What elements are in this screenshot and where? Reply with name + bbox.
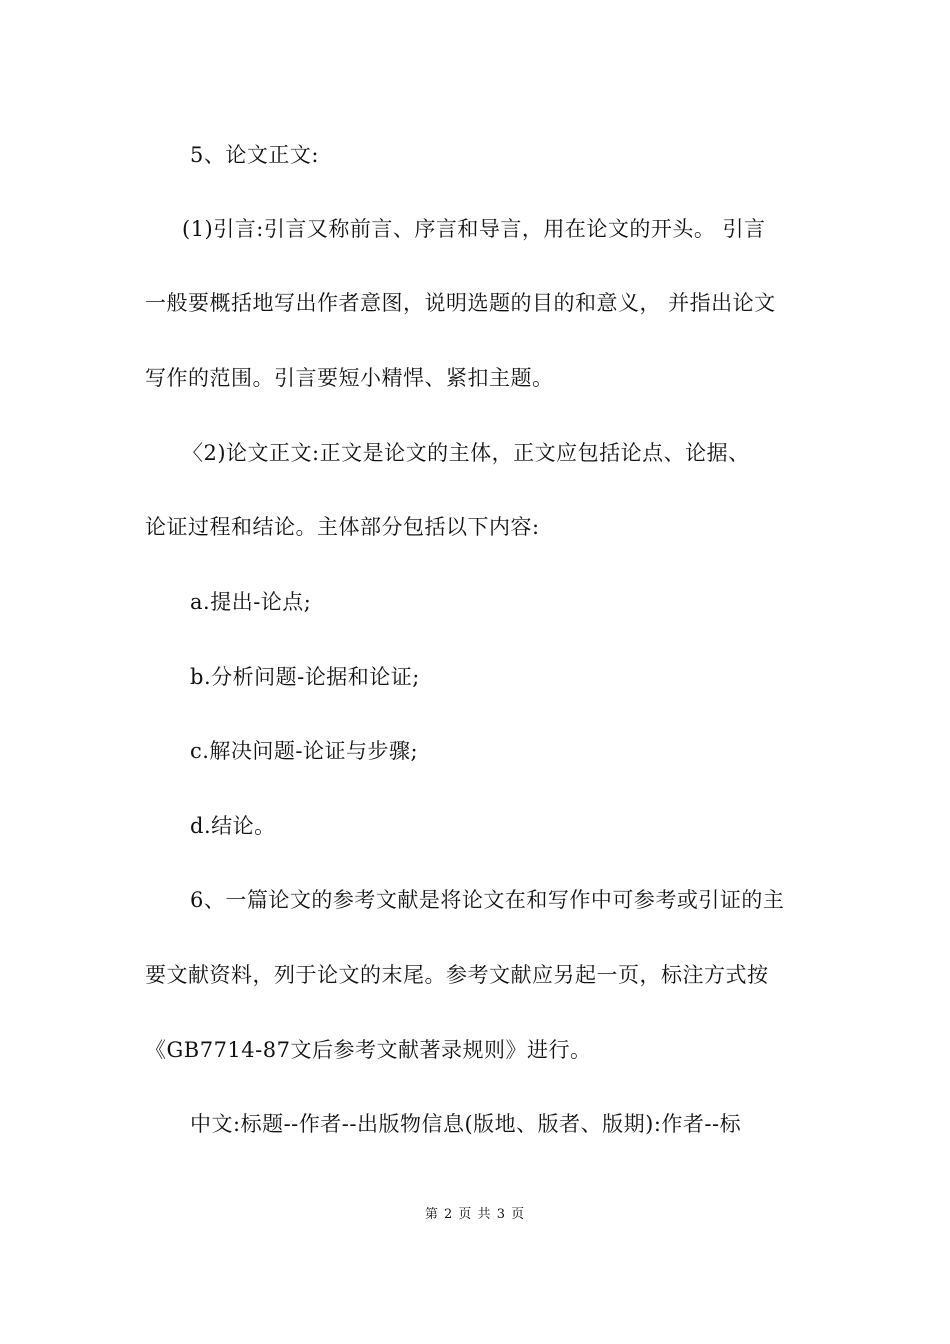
paragraph-line: 论证过程和结论。主体部分包括以下内容: (145, 515, 540, 539)
section-heading-5: 5、论文正文: (190, 143, 319, 167)
list-item: b.分析问题-论据和论证; (190, 665, 420, 689)
list-item: a.提出-论点; (190, 590, 312, 614)
paragraph-line: 《GB7714-87文后参考文献著录规则》进行。 (145, 1038, 592, 1062)
paragraph-line: 要文献资料，列于论文的末尾。参考文献应另起一页，标注方式按 (145, 963, 769, 987)
paragraph-line: (1)引言:引言又称前言、序言和导言，用在论文的开头。 引言 (182, 217, 766, 241)
paragraph-line: 一般要概括地写出作者意图，说明选题的目的和意义， 并指出论文 (145, 291, 776, 315)
page-footer: 第 2 页 共 3 页 (424, 1207, 526, 1222)
paragraph-line: 6、一篇论文的参考文献是将论文在和写作中可参考或引证的主 (190, 888, 785, 912)
paragraph-line: 中文:标题--作者--出版物信息(版地、版者、版期):作者--标 (190, 1112, 742, 1136)
paragraph-line: 〈2)论文正文:正文是论文的主体，正文应包括论点、论据、 (182, 441, 750, 465)
list-item: c.解决问题-论证与步骤; (190, 739, 419, 763)
list-item: d.结论。 (190, 814, 276, 838)
paragraph-line: 写作的范围。引言要短小精悍、紧扣主题。 (145, 366, 554, 390)
